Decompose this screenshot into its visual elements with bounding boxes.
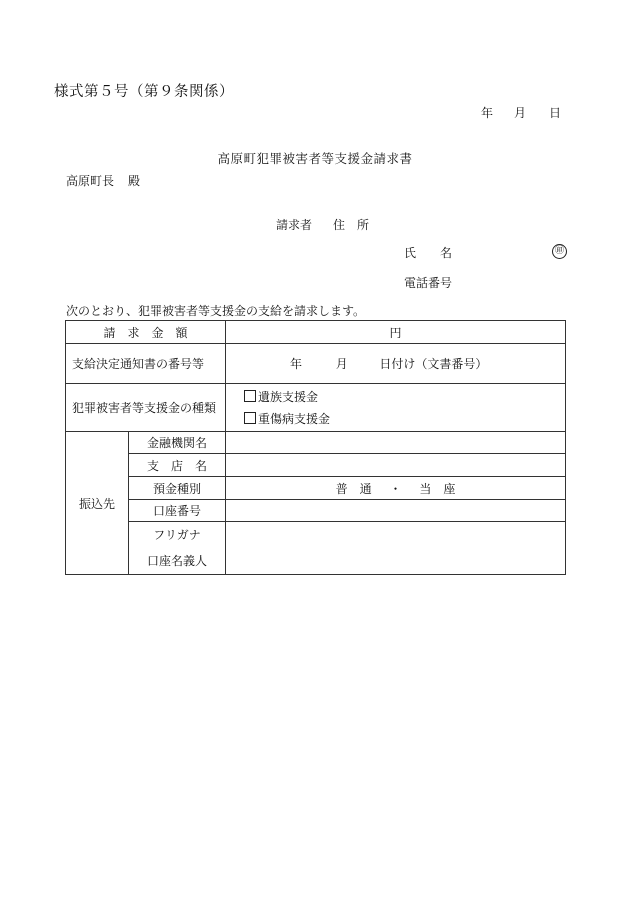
account-type-row [66,477,566,500]
addressee [66,172,140,189]
branch-row [66,454,566,477]
request-table [65,320,566,575]
bank-field[interactable] [226,432,566,454]
branch-label: 支 店 名 [129,454,226,477]
type-label: 犯罪被害者等支援金の種類 [66,384,226,432]
amount-unit: 円 [389,325,402,340]
addressee-name: 高原町長 [66,174,115,188]
holder-row [66,522,566,575]
account-type-ordinary[interactable]: 普 通 [335,481,372,496]
bank-row [66,432,566,454]
applicant-label: 請求者 [276,218,313,232]
addressee-honorific: 殿 [128,174,141,188]
notice-row [66,344,566,384]
date-month: 月 [514,106,527,120]
amount-row [66,321,566,344]
account-number-row [66,500,566,522]
date-day: 日 [549,106,562,120]
notice-label: 支給決定通知書の番号等 [66,344,226,384]
type-row [66,384,566,432]
amount-field[interactable] [226,321,566,344]
holder-labels [129,522,226,575]
branch-field[interactable] [226,454,566,477]
notice-year: 年 [290,357,303,371]
document-title: 高原町犯罪被害者等支援金請求書 [217,151,413,166]
holder-field[interactable] [226,522,566,575]
intro-text: 次のとおり、犯罪被害者等支援金の支給を請求します。 [66,304,366,318]
name-label: 氏 名 [404,246,453,260]
date-year: 年 [481,106,494,120]
amount-label: 請 求 金 額 [66,321,226,344]
checkbox-serious-injury[interactable] [244,412,256,424]
option-bereaved-label: 遺族支援金 [258,389,319,404]
seal-mark: ㊞ [552,244,567,259]
transfer-label: 振込先 [66,432,129,575]
account-type-separator: ・ [389,481,402,496]
checkbox-bereaved[interactable] [244,390,256,402]
option-serious-injury[interactable] [226,408,565,430]
account-type-current[interactable]: 当 座 [419,481,456,496]
option-serious-injury-label: 重傷病支援金 [258,411,331,426]
holder-label: 口座名義人 [147,554,208,568]
account-type-label: 預金種別 [129,477,226,500]
account-number-label: 口座番号 [129,500,226,522]
form-number: 様式第５号（第９条関係） [54,84,234,100]
notice-field[interactable] [226,344,566,384]
type-options [226,384,566,432]
phone-label: 電話番号 [404,276,453,290]
bank-label: 金融機関名 [129,432,226,454]
notice-month: 月 [335,357,348,371]
furigana-label: フリガナ [153,528,201,542]
address-label: 住 所 [333,218,370,232]
account-number-field[interactable] [226,500,566,522]
account-type-field[interactable] [226,477,566,500]
notice-date-suffix: 日付け（文書番号） [379,357,488,371]
option-bereaved[interactable] [226,386,565,408]
